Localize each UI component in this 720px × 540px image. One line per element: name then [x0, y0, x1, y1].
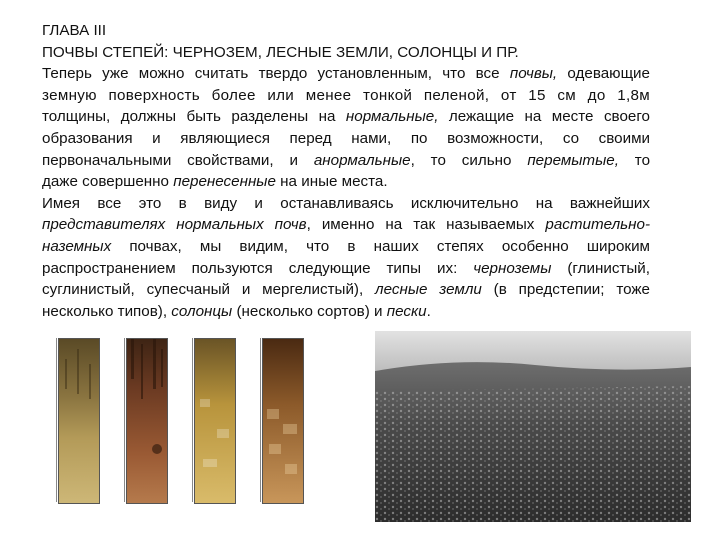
paragraph-2: [42, 193, 650, 323]
p1-line-1: Теперь уже можно считать твердо установленным, что все почвы, одевающие: [42, 65, 650, 83]
soil-profile-1: [40, 336, 104, 504]
p1-line-5: первоначальными свойствами, и анормальные, то сильно перемытые, то: [42, 151, 651, 169]
steppe-photograph: [375, 331, 691, 522]
document-text: [42, 20, 650, 322]
steppe-photo-image: [375, 331, 691, 522]
soil-profile-3: [176, 336, 240, 504]
p2-line-2: представителях нормальных почв, именно на так называемых растительно-: [42, 216, 650, 234]
chapter-title: ПОЧВЫ СТЕПЕЙ: ЧЕРНОЗЕМ, ЛЕСНЫЕ ЗЕМЛИ, СОЛОНЦЫ И ПР.: [42, 43, 519, 61]
soil-profile-4-image: [262, 338, 304, 504]
p1-line-4: образования и являющиеся перед нами, по возможности, со своими: [42, 129, 650, 147]
p2-line-4: распространением пользуются следующие типы их: черноземы (глинистый,: [42, 259, 650, 277]
chapter-heading: ГЛАВА III: [42, 22, 107, 39]
soil-profile-2: [108, 336, 172, 504]
soil-profile-3-image: [194, 338, 236, 504]
paragraph-1: [42, 63, 650, 193]
soil-profiles-figure: [40, 336, 342, 520]
p1-line-2: земную поверхность более или менее тонкой пеленой, от 15 см до 1,8м: [42, 86, 650, 104]
p2-line-3: наземных почвах, мы видим, что в наших степях особенно широким: [42, 237, 650, 255]
p2-line-1: Имея все это в виду и останавливаясь исключительно на важнейших: [42, 194, 650, 212]
p1-line-3: толщины, должны быть разделены на нормальные, лежащие на месте своего: [42, 108, 650, 126]
soil-profile-2-image: [126, 338, 168, 504]
soil-profile-4: [244, 336, 308, 504]
soil-profile-1-image: [58, 338, 100, 504]
p2-line-6: несколько типов), солонцы (несколько сортов) и пески.: [42, 302, 431, 320]
p2-line-5: суглинистый, супесчаный и мергелистый), лесные земли (в предстепии; тоже: [42, 281, 650, 299]
p1-line-6: даже совершенно перенесенные на иные места.: [42, 173, 388, 191]
